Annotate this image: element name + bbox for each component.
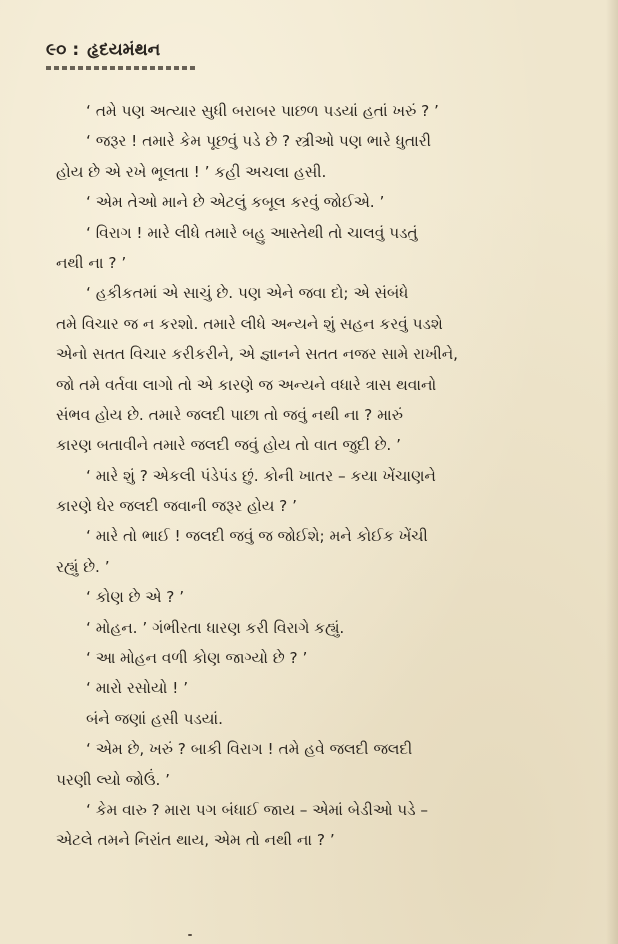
text-line: ‘ કોણ છે એ ? ’	[86, 588, 185, 607]
text-line: ‘ એમ તેઓ માને છે એટલું કબૂલ કરવું જોઈએ. ’	[86, 193, 385, 212]
text-line: નથી ના ? ’	[56, 253, 127, 272]
text-line: ‘ કેમ વારુ ? મારા પગ બંધાઈ જાય – એમાં બેડીઓ પડે –	[86, 800, 428, 819]
header-separator: :	[72, 40, 80, 60]
page-number: ૯૦	[46, 40, 67, 60]
page-edge-shadow	[606, 0, 618, 944]
text-line: ‘ હકીકતમાં એ સાચું છે. પણ એને જવા દો; એ સંબંધે	[86, 284, 409, 303]
text-line: સંભવ હોય છે. તમારે જલદી પાછા તો જવું નથી ના ? મારું	[56, 405, 403, 424]
text-line: ‘ મારો રસોયો ! ’	[86, 679, 189, 698]
body-text	[56, 96, 596, 856]
book-title: હૃદયમંથન	[87, 40, 161, 60]
text-line: જો તમે વર્તવા લાગો તો એ કારણે જ અન્યને વધારે ત્રાસ થવાનો	[56, 375, 437, 394]
text-line: બંને જણાં હસી પડયાં.	[86, 709, 223, 728]
text-line: ‘ એમ છે, ખરું ? બાકી વિરાગ ! તમે હવે જલદી જલદી	[86, 740, 413, 759]
text-line: ‘ આ મોહન વળી કોણ જાગ્યો છે ? ’	[86, 649, 308, 668]
text-line: તમે વિચાર જ ન કરશો. તમારે લીધે અન્યને શું સહન કરવું પડશે	[56, 314, 443, 333]
text-line: ‘ તમે પણ અત્યાર સુધી બરાબર પાછળ પડયાં હતાં ખરું ? ’	[86, 102, 439, 120]
text-line: ‘ મારે તો ભાઈ ! જલદી જવું જ જોઈશે; મને કોઈક ખેંચી	[86, 527, 428, 546]
text-line: એટલે તમને નિરાંત થાય, એમ તો નથી ના ? ’	[56, 831, 335, 850]
text-line: કારણે ઘેર જલદી જવાની જરૂર હોય ? ’	[56, 497, 297, 516]
text-line: પરણી લ્યો જોઉં. ’	[56, 770, 171, 789]
text-line: ‘ મોહન. ’ ગંભીરતા ધારણ કરી વિરાગે કહ્યું.	[86, 618, 345, 637]
text-line: કારણ બતાવીને તમારે જલદી જવું હોય તો વાત જુદી છે. ’	[56, 436, 402, 455]
print-speck	[188, 934, 192, 936]
text-line: ‘ જરૂર ! તમારે કેમ પૂછવું પડે છે ? સ્ત્રીઓ પણ ભારે ધુતારી	[86, 132, 432, 151]
text-line: રહ્યું છે. ’	[56, 557, 110, 576]
header-underline	[46, 66, 196, 70]
text-line: ‘ મારે શું ? એકલી પંડેપંડ છું. કોની ખાતર – કયા ખેંચાણને	[86, 466, 436, 485]
text-line: હોય છે એ રખે ભૂલતા ! ’ કહી અચલા હસી.	[56, 162, 327, 181]
text-line: ‘ વિરાગ ! મારે લીધે તમારે બહુ આસ્તેથી તો ચાલવું પડતું	[86, 223, 418, 242]
text-line: એનો સતત વિચાર કરીકરીને, એ જ્ઞાનને સતત નજર સામે રાખીને,	[56, 345, 459, 364]
